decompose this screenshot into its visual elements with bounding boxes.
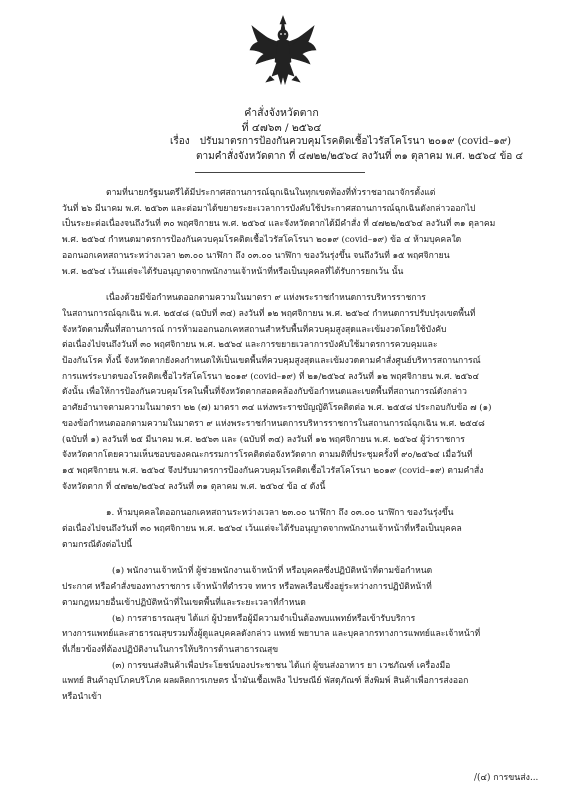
body-line: จังหวัดตามพื้นที่สถานการณ์ การห้ามออกนอกเคหสถานสำหรับพื้นที่ควบคุมสูงสุดและเข้มงวดโดยใช้บังคับ [62, 324, 447, 335]
body-line: ประกาศ หรือคำสั่งของทางราชการ เจ้าหน้าที่ตำรวจ ทหาร หรือพลเรือนซึ่งอยู่ระหว่างการปฏิบัติหน้าที่ [62, 582, 432, 593]
subject-reference: ตามคำสั่งจังหวัดตาก ที่ ๔๗๒๒/๒๕๖๔ ลงวันที่ ๓๑ ตุลาคม พ.ศ. ๒๕๖๔ ข้อ ๔ [196, 151, 524, 162]
body-line: จังหวัดตาก ที่ ๔๗๒๒/๒๕๖๔ ลงวันที่ ๓๑ ตุลาคม พ.ศ. ๒๕๖๔ ข้อ ๔ ดังนี้ [62, 481, 326, 492]
body-line: ตามกรณีดังต่อไปนี้ [62, 539, 133, 550]
body-line: ที่เกี่ยวข้องที่ต้องปฏิบัติงานในการให้บริการด้านสาธารณสุข [62, 644, 279, 655]
garuda-emblem-icon [248, 14, 318, 90]
body-line: ต่อเนื่องไปจนถึงวันที่ ๓๐ พฤศจิกายน พ.ศ. ๒๕๖๔ เว้นแต่จะได้รับอนุญาตจากพนักงานเจ้าหน้าที่หรือเป็นบุคคล [62, 524, 462, 535]
order-title: คำสั่งจังหวัดตาก [244, 107, 319, 119]
body-line: พ.ศ. ๒๕๖๔ เว้นแต่จะได้รับอนุญาตจากพนักงานเจ้าหน้าที่หรือเป็นบุคคลที่ได้รับการยกเว้น นั้น [62, 266, 404, 277]
body-line: การแพร่ระบาดของโรคติดเชื้อไวรัสโคโรนา ๒๐๑๙ (covid–๑๙) ที่ ๒๑/๒๕๖๔ ลงวันที่ ๑๒ พฤศจิกายน พ.ศ. ๒๕๖๔ [62, 371, 480, 382]
continuation-marker: /(๔) การขนส่ง... [474, 773, 539, 783]
body-line: ตามกฎหมายอื่นเข้าปฏิบัติหน้าที่ในเขตพื้นที่และระยะเวลาที่กำหนด [62, 597, 306, 608]
body-line: อาศัยอำนาจตามความในมาตรา ๒๒ (๗) มาตรา ๓๔ แห่งพระราชบัญญัติโรคติดต่อ พ.ศ. ๒๕๕๘ ประกอบกับข้อ ๗ (๑) [62, 403, 492, 414]
body-line: เนื่องด้วยมีข้อกำหนดออกตามความในมาตรา ๙ แห่งพระราชกำหนดการบริหารราชการ [106, 293, 426, 304]
subject-line [170, 134, 511, 149]
body-line: ๑๕ พฤศจิกายน พ.ศ. ๒๕๖๔ จึงปรับมาตรการป้องกันควบคุมโรคติดเชื้อไวรัสโคโรนา ๒๐๑๙ (covid–๑๙) ตามคำสั่ง [62, 465, 484, 476]
body-line: แพทย์ สินค้าอุปโภคบริโภค ผลผลิตการเกษตร น้ำมันเชื้อเพลิง ไปรษณีย์ พัสดุภัณฑ์ สิ่งพิมพ์ สินค้าเพื่อการส่งออก [62, 676, 469, 687]
body-line: ดังนั้น เพื่อให้การป้องกันควบคุมโรคในพื้นที่จังหวัดตากสอดคล้องกับข้อกำหนดและเขตพื้นที่สถานการณ์ดังกล่าว [62, 387, 467, 398]
body-line: ออกนอกเคหสถานระหว่างเวลา ๒๓.๐๐ นาฬิกา ถึง ๐๓.๐๐ นาฬิกา ของวันรุ่งขึ้น จนถึงวันที่ ๑๕ พฤศจิกายน [62, 250, 450, 261]
document-body [62, 186, 530, 706]
body-line: (ฉบับที่ ๑) ลงวันที่ ๒๕ มีนาคม พ.ศ. ๒๕๖๓ และ (ฉบับที่ ๓๔) ลงวันที่ ๑๒ พฤศจิกายน พ.ศ. ๒๕๖๔ ผู้ว่าราชการ [62, 434, 465, 445]
body-line: วันที่ ๒๖ มีนาคม พ.ศ. ๒๕๖๓ และต่อมาได้ขยายระยะเวลาการบังคับใช้ประกาศสถานการณ์ฉุกเฉินดังกล่าวออกไป [62, 203, 476, 214]
divider [195, 172, 365, 173]
body-line: เป็นระยะต่อเนื่องจนถึงวันที่ ๓๐ พฤศจิกายน พ.ศ. ๒๕๖๔ และจังหวัดตากได้มีคำสั่ง ที่ ๔๗๒๒/๒๕๖๔ ลงวันที่ ๓๑ ตุลาคม [62, 219, 496, 230]
body-line: ต่อเนื่องไปจนถึงวันที่ ๓๐ พฤศจิกายน พ.ศ. ๒๕๖๔ และการขยายเวลาการบังคับใช้มาตรการควบคุมและ [62, 340, 438, 351]
body-line: (๑) พนักงานเจ้าหน้าที่ ผู้ช่วยพนักงานเจ้าหน้าที่ หรือบุคคลซึ่งปฏิบัติหน้าที่ตามข้อกำหนด [112, 566, 433, 577]
body-line: ทางการแพทย์และสาธารณสุขรวมทั้งผู้ดูแลบุคคลดังกล่าว แพทย์ พยาบาล และบุคลากรทางการแพทย์และเจ้าหน้าที่ [62, 629, 481, 640]
order-number: ที่ ๔๗๖๓ / ๒๕๖๔ [241, 122, 322, 134]
body-line: ตามที่นายกรัฐมนตรีได้มีประกาศสถานการณ์ฉุกเฉินในทุกเขตท้องที่ทั่วราชอาณาจักรตั้งแต่ [106, 188, 436, 198]
subject-text: ปรับมาตรการป้องกันควบคุมโรคติดเชื้อไวรัสโคโรนา ๒๐๑๙ (covid–๑๙) [199, 136, 512, 147]
body-line: ป้องกันโรค ทั้งนี้ จังหวัดตากยังคงกำหนดให้เป็นเขตพื้นที่ควบคุมสูงสุดและเข้มงวดตามคำสั่งศูนย์บริหารสถานการณ์ [62, 356, 481, 367]
body-line: ของข้อกำหนดออกตามความในมาตรา ๙ แห่งพระราชกำหนดการบริหารราชการในสถานการณ์ฉุกเฉิน พ.ศ. ๒๕๔๘ [62, 418, 485, 429]
body-line: หรือนำเข้า [62, 692, 102, 703]
body-line: ในสถานการณ์ฉุกเฉิน พ.ศ. ๒๕๔๘ (ฉบับที่ ๓๔) ลงวันที่ ๑๒ พฤศจิกายน พ.ศ. ๒๕๖๔ กำหนดการปรับปรุงเขตพื้นที่ [62, 308, 476, 319]
body-line: (๒) การสาธารณสุข ได้แก่ ผู้ป่วยหรือผู้มีความจำเป็นต้องพบแพทย์หรือเข้ารับบริการ [112, 613, 416, 624]
body-line: ๑. ห้ามบุคคลใดออกนอกเคหสถานระหว่างเวลา ๒๓.๐๐ นาฬิกา ถึง ๐๓.๐๐ นาฬิกา ของวันรุ่งขึ้น [106, 508, 454, 519]
body-line: จังหวัดตากโดยความเห็นชอบของคณะกรรมการโรคติดต่อจังหวัดตาก ตามมติที่ประชุมครั้งที่ ๙๐/๒๕๖๔ เมื่อวันที่ [62, 450, 473, 461]
body-line: (๓) การขนส่งสินค้าเพื่อประโยชน์ของประชาชน ได้แก่ ผู้ขนส่งอาหาร ยา เวชภัณฑ์ เครื่องมือ [112, 660, 451, 671]
subject-label: เรื่อง [170, 136, 190, 147]
body-line: พ.ศ. ๒๕๖๔ กำหนดมาตรการป้องกันควบคุมโรคติดเชื้อไวรัสโคโรนา ๒๐๑๙ (covid–๑๙) ข้อ ๔ ห้ามบุคคลใด [62, 235, 462, 246]
